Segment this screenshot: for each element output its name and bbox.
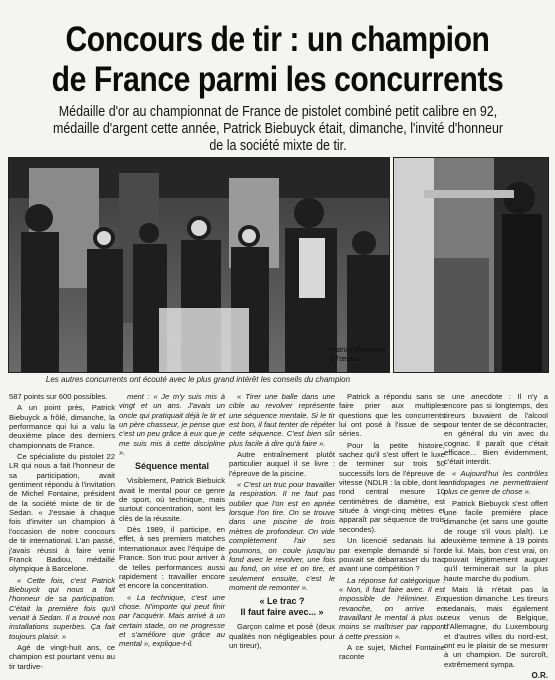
paragraph: Agé de vingt-huit ans, ce champion est pourtant venu au tir tardive- <box>9 642 115 671</box>
subheading-line-1: « Le trac ? <box>259 596 305 607</box>
paragraph: Visiblement, Patrick Biebuick avait le mental pour ce genre de sport, où technique, mais surtout concentration, sont les clés de la réussite. <box>119 476 225 523</box>
paragraph: A un point près, Patrick Biebuyck a frôlé, dimanche, la performance qui lui a valu la deuxième place des derniers championnats de France. <box>9 403 115 450</box>
article-column-5 <box>444 392 548 680</box>
quote-paragraph: « C'est un truc pour travailler la respiration. Il ne faut pas oublier que l'on est en apnée lorsque l'on tire. On se trouve dans une piscine de trois mètres de profondeur. On vide complètement l'air ses poumons, on coule jusqu'au fond avec le revolver, une fois au fond, on vise et on tire, et seulement ensuite, c'est le moment de remonter ». <box>229 480 335 592</box>
article-column-1 <box>9 392 115 673</box>
subheading-line-2: Il faut faire avec... » <box>240 607 324 618</box>
subheading: Séquence mental <box>134 461 210 472</box>
side-photo <box>393 157 549 373</box>
paragraph: Ce spécialiste du pistolet 22 LR qui nous a fait l'honneur de sa participation, avait gentiment répondu à l'invitation de Michel Fontaine, président de la société mixte de tir de Sedan. « J'essaie à chaque fois d'inviter un champion à l'occasion de notre concours de tir international. L'an passé, j'avais réussi à faire venir Franck Badiou, médaillé olympique à Barcelone. <box>9 452 115 574</box>
headline-line-2: de France parmi les concurrents <box>51 60 504 99</box>
article-column-3 <box>229 392 335 652</box>
author-signature: O.R. <box>531 670 548 680</box>
paragraph: Garçon calme et posé (deux qualités non négligeables pour un tireur), <box>229 622 335 650</box>
main-photo <box>8 157 390 373</box>
quote-paragraph: « La technique, c'est une chose. N'importe qui peut finir par l'acquérir. Mais arrivé à un certain stade, on ne progresse et s'améliore que grâce au mental », explique-t-il. <box>119 592 225 649</box>
quote-paragraph: ment : « Je m'y suis mis à vingt et un ans. J'avais un oncle qui pratiquait déjà le tir et un père chasseur, je pense que c'est un peu grâce à eux que je me suis mis à cette discipline ». <box>119 392 225 458</box>
quote-paragraph: « Aujourd'hui les contrôles antidopages ne permettraient plus ce genre de chose ». <box>444 468 548 497</box>
side-photo-image <box>394 158 548 372</box>
paragraph: Un licencié sedanais lui a par exemple demandé si l'on pouvait se débarrasser du trac avant une compétition ? <box>339 536 445 574</box>
lede-paragraph: Médaille d'or au championnat de France de pistolet combiné petit calibre en 92, médaille d'argent cette année, Patrick Biebuyck était, dimanche, l'invité d'honneur de la société mixte de tir. <box>52 104 504 154</box>
article-column-2 <box>119 392 225 651</box>
paragraph: 587 points sur 600 possibles. <box>9 392 108 401</box>
paragraph: Patrick Biebuyck s'est offert une facile première place dimanche (et sans une goutte de rouge s'il vous plaît). Le deuxième termine à 19 points de lui. Mais, bon c'est vrai, on pouvait légitimement auguer qu'il terminerait sur la plus haute marche du podium. <box>444 498 548 583</box>
paragraph: Autre entraînement plutôt particulier auquel il se livre : l'épreuve de la piscine. <box>229 450 335 478</box>
paragraph: A ce sujet, Michel Fontaine raconte <box>339 642 445 662</box>
quote-paragraph: La réponse fut catégorique : « Non, il faut faire avec. Il est impossible de l'éliminer. En revanche, on arrive en travaillant le mental à plus ou moins se maîtriser par rapport à cette pression ». <box>339 575 445 641</box>
headline-line-1: Concours de tir : un champion <box>65 20 490 59</box>
paragraph: Pour la petite histoire, sachez qu'il s'est offert le luxe de terminer sur trois 50 successifs lors de l'épreuve de vitesse (NDLR : la cible, dont le rond central mesure 10 centimètres de diamètre, est située à vingt-cinq mètres et apparaît par séquence de trois secondes). <box>339 440 445 534</box>
side-photo-caption: Patrick Biebuyck à l'œuvre. <box>330 345 386 363</box>
paragraph: une anecdote : Il n'y a encore pas si longtemps, des tireurs buvaient de l'alcool pour tenter de se décontracter, en général du vin avec du cognac. Il paraît que c'était efficace... Bien évidemment, c'était interdit. <box>444 392 548 467</box>
quote-paragraph: « Cette fois, c'est Patrick Biebuyck qui nous a fait l'honneur de sa participation. C'était la première fois qu'il venait à Sedan. Il a trouvé nos installations superbes. Ça fait toujours plaisir. » <box>9 575 115 641</box>
headline <box>39 20 516 100</box>
quote-paragraph: « Tirer une balle dans une cible au revolver représente une séquence mentale. Si le tir est bon, il faut tenter de répéter cette séquence. C'est bien sûr plus facile à dire qu'à faire ». <box>229 392 335 448</box>
article-column-4 <box>339 392 445 664</box>
paragraph: Mais là n'était pas la question dimanche. Les tireurs sedanais, mais également ceux venus de Belgique, d'Allemagne, du Luxembourg et d'autres villes du nord-est, ont eu le plaisir de se mesurer à un champion. De surcroît, extrêmement sympa. <box>444 584 548 669</box>
paragraph: Patrick a répondu sans se faire prier aux multiples questions que les concurrents lui ont posé à l'issue de ses séries. <box>339 392 445 439</box>
subheading <box>229 596 335 618</box>
main-photo-image <box>9 158 389 372</box>
main-photo-caption: Les autres concurrents ont écouté avec le plus grand intérêt les conseils du champion <box>45 375 351 384</box>
paragraph: Dès 1989, il participe, en effet, à ses premiers matches internationaux avec l'équipe de France. Son truc pour arriver à de telles performances aussi rapidement : travailler encore et encore la concentration. <box>119 525 225 591</box>
